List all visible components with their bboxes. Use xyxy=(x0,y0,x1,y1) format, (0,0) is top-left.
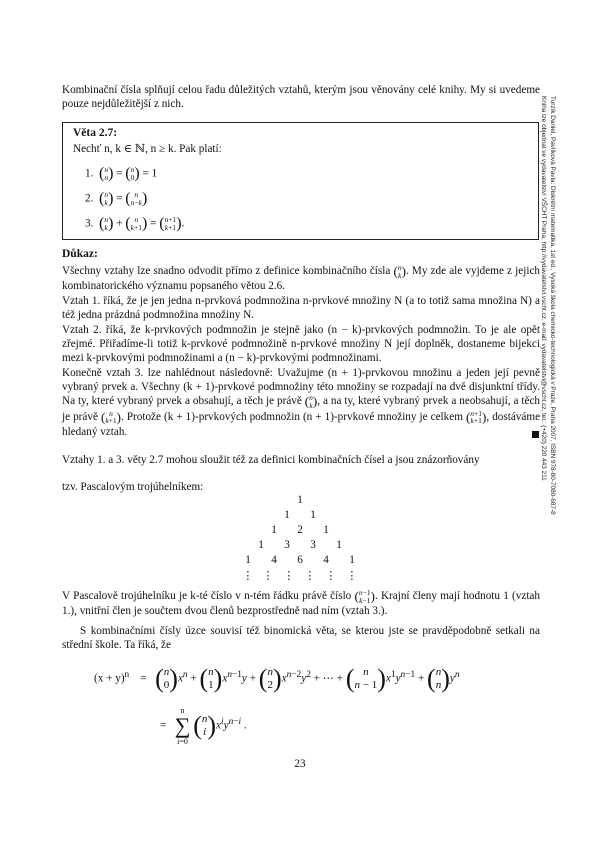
binomial-formula-line-1: $(x + y)^n$ = (n $0)x^n + (n$ $1)x^{n-1}y + (n$ $2)x^{n-2}y^2$ + ⋯ + ( n $n - 1)x^1y^{n-1} + (n$ $n)y^n$ xyxy=(94,664,460,693)
pascal-cell: 4 xyxy=(271,554,277,566)
pascal-cell: 6 xyxy=(297,554,303,566)
pascal-cell: 1 xyxy=(310,509,316,521)
pascal-cell: ⋮ xyxy=(346,570,358,582)
theorem-item-3: 3. (n k) + ( n k+1) = (n+1 k+1). xyxy=(85,215,185,232)
binomial-intro-paragraph: S kombinačními čísly úzce souvisí též binomická věta, se kterou jste se pravděpodobně setkali na střední škole. Ta říká, že xyxy=(62,625,540,652)
theorem-title: Věta 2.7: xyxy=(73,127,118,139)
proof-title: Důkaz: xyxy=(62,248,98,260)
pascal-cell: 3 xyxy=(310,539,316,551)
page-number: 23 xyxy=(294,758,306,770)
pascal-cell: 1 xyxy=(297,494,303,506)
proof-paragraph-1: Všechny vztahy lze snadno odvodit přímo z definice kombinačního čísla (n k). My zde ale vyjdeme z jejich kombinatorického významu popsaného větou 2.6. xyxy=(62,263,541,293)
proof-paragraph-4: Konečně vztah 3. lze nahlédnout následovně: Uvažujme (n + 1)-prvkovou množinu a jeden její pevně vybraný prvek a. Všechny (k + 1)-prvkové podmnožiny této množiny se rozpadají na dvě disjunktní třídy. Na ty, které vybraný prvek a obsahují, a těch je právě (n k), a na ty, které vybraný prvek a neobsahují, a těch je právě ( n k+1). Protože (k + 1)-prvkových podmnožin (n + 1)-prvkové množiny je celkem (n+1 k+1), dostáváme hledaný vztah. xyxy=(62,367,541,438)
pascal-paragraph: V Pascalově trojúhelníku je k-té číslo v n-tém řádku právě číslo (n−1 k−1). Krajní členy mají hodnotu 1 (vztah 1.), vnitřní člen je součtem dvou členů bezprostředně nad ním (vztah 3.). xyxy=(62,588,540,618)
pascal-cell: ⋮ xyxy=(242,570,254,582)
pascal-cell: 1 xyxy=(258,539,264,551)
theorem-item-1: 1. (n n) = (n 0) = 1 xyxy=(85,165,158,182)
binomial-formula-line-2: = n ∑ i=0 (n $i)x^iy^{n-i}$ . xyxy=(160,706,247,746)
pascal-cell: ⋮ xyxy=(325,570,337,582)
pascal-cell: 2 xyxy=(297,524,303,536)
pascal-cell: 1 xyxy=(336,539,342,551)
theorem-statement: Nechť n, k ∈ ℕ, n ≥ k. Pak platí: xyxy=(73,143,222,155)
proof-paragraph-2: Vztah 1. říká, že je jen jedna n-prvková podmnožina n-prvkové množiny N (a to totiž sama množina N) a též jedna prázdná podmnožina množiny N. xyxy=(62,295,540,322)
pascal-cell: 3 xyxy=(284,539,290,551)
pascal-cell: 1 xyxy=(271,524,277,536)
proof-paragraph-3: Vztah 2. říká, že k-prvkových podmnožin je stejně jako (n − k)-prvkových podmnožin. To je ale opět zřejmé. Přiřadíme-li totiž k-prvkové podmnožině n-prvkové množiny N její doplněk, dostaneme bijekci mezi k-prvkovými podmnožinami a (n − k)-prvkovými podmnožinami. xyxy=(62,324,540,365)
after-paragraph-2: tzv. Pascalovým trojúhelníkem: xyxy=(62,481,204,493)
pascal-cell: ⋮ xyxy=(262,570,274,582)
pascal-cell: ⋮ xyxy=(283,570,295,582)
theorem-item-2: 2. (n k) = ( n n−k) xyxy=(85,190,148,207)
citation-sidebar: Turzík Daniel, Pavlíková Pavla: Diskrétní matematika, 1st ed., Vysoká škola chemicko-technologická v Praze, Praha 2007, ISBN 978-80-7080-687-8 Kniha lze objednat ve vydavatelství VŠCHT Praha, http://vydavatelstvi.vscht.cz, e-mail: vydavatelstvi@vscht.cz, tel.: (+420) 220 443 211 xyxy=(540,96,556,515)
theorem-box xyxy=(62,122,539,240)
pascal-cell: ⋮ xyxy=(304,570,316,582)
after-paragraph-1: Vztahy 1. a 3. věty 2.7 mohou sloužit též za definici kombinačních čísel a jsou znázorňovány xyxy=(62,454,480,466)
pascal-cell: 1 xyxy=(284,509,290,521)
pascal-cell: 4 xyxy=(323,554,329,566)
pascal-cell: 1 xyxy=(349,554,355,566)
pascal-cell: 1 xyxy=(323,524,329,536)
intro-paragraph: Kombinační čísla splňují celou řadu důležitých vztahů, kterým jsou věnovány celé knihy. My si uvedeme pouze nejdůležitější z nich. xyxy=(62,84,540,111)
pascal-cell: 1 xyxy=(245,554,251,566)
